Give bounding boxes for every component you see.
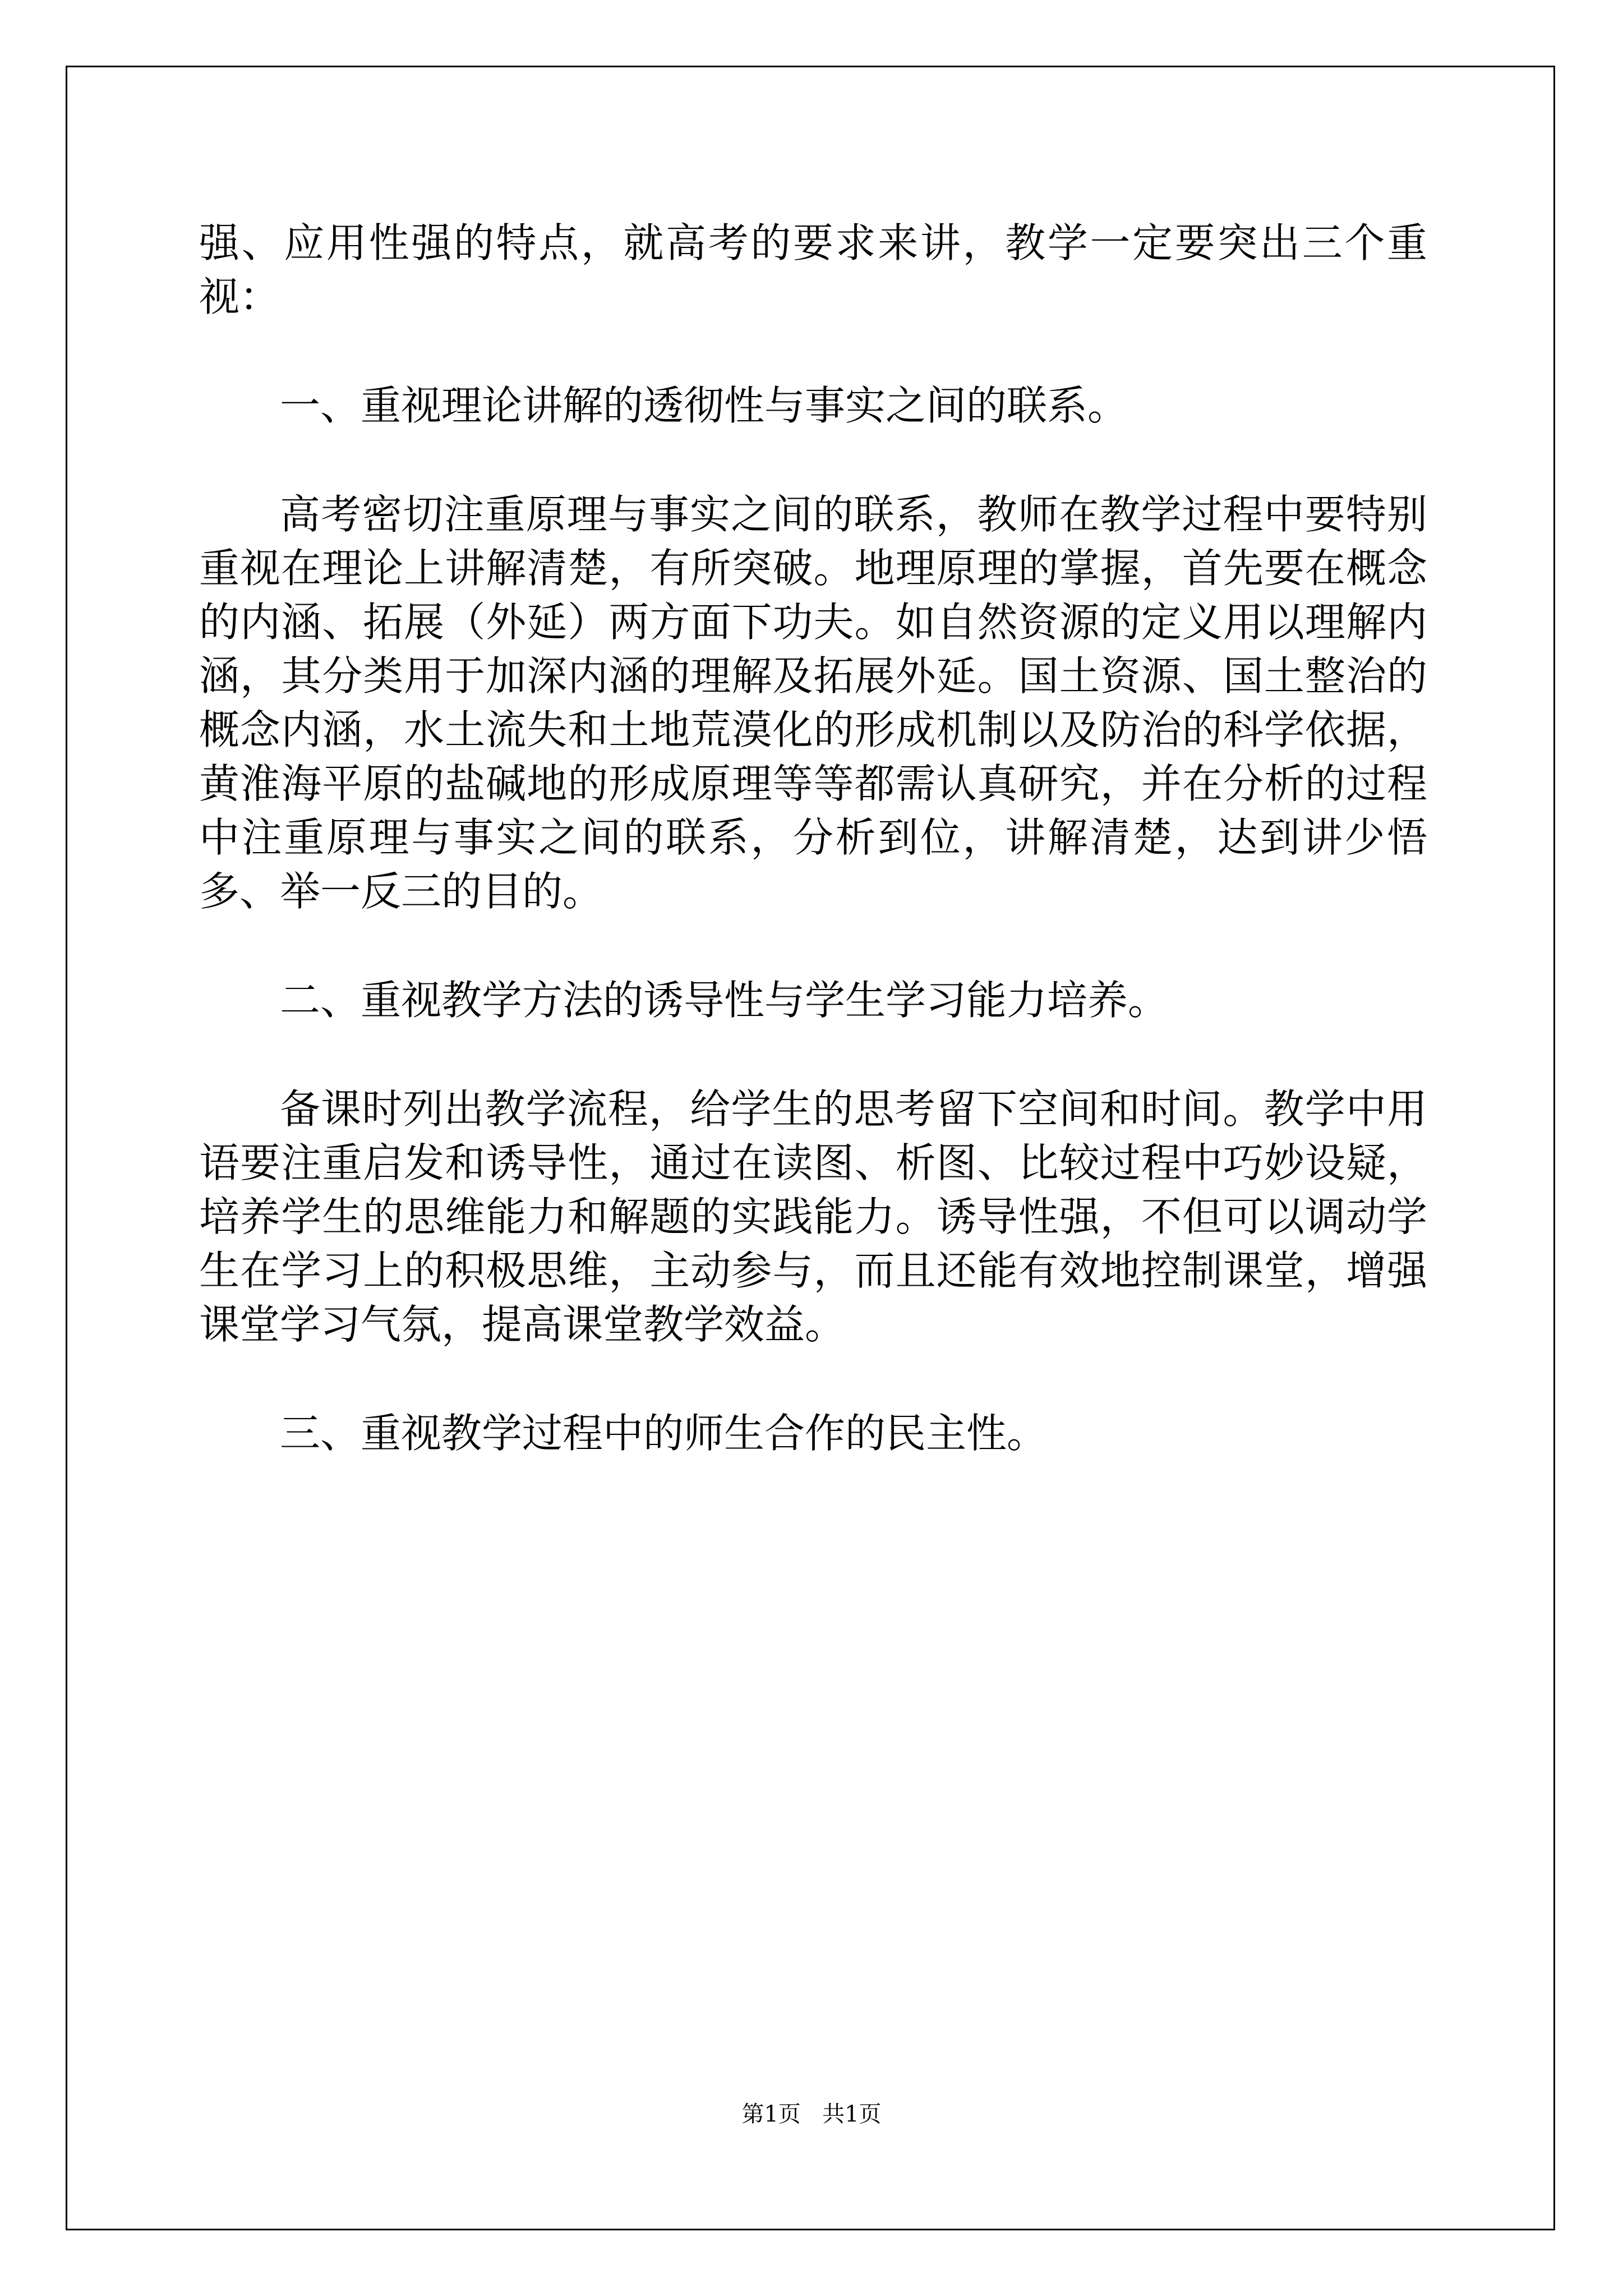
paragraph-point-two: 备课时列出教学流程，给学生的思考留下空间和时间。教学中用语要注重启发和诱导性，通过在读图、析图、比较过程中巧妙设疑，培养学生的思维能力和解题的实践能力。诱导性强，不但可以调动学生在学习上的积极思维，主动参与，而且还能有效地控制课堂，增强课堂学习气氛，提高课堂教学效益。 xyxy=(199,1085,1427,1348)
paragraph-point-one: 高考密切注重原理与事实之间的联系，教师在教学过程中要特别重视在理论上讲解清楚，有所突破。地理原理的掌握，首先要在概念的内涵、拓展（外延）两方面下功夫。如自然资源的定义用以理解内涵，其分类用于加深内涵的理解及拓展外延。国土资源、国土整治的概念内涵，水土流失和土地荒漠化的形成机制以及防治的科学依据，黄淮海平原的盐碱地的形成原理等等都需认真研究，并在分析的过程中注重原理与事实之间的联系，分析到位，讲解清楚，达到讲少悟多、举一反三的目的。 xyxy=(199,491,1427,915)
page-number: 第1页 xyxy=(741,2101,801,2127)
paragraph-intro: 强、应用性强的特点，就高考的要求来讲，教学一定要突出三个重视： xyxy=(199,219,1427,320)
heading-point-three: 三、重视教学过程中的师生合作的民主性。 xyxy=(280,1410,1048,1457)
page-total: 共1页 xyxy=(822,2101,882,2127)
heading-point-two: 二、重视教学方法的诱导性与学生学习能力培养。 xyxy=(280,977,1169,1024)
heading-point-one: 一、重视理论讲解的透彻性与事实之间的联系。 xyxy=(280,382,1128,429)
page-footer xyxy=(0,2100,1623,2128)
document-body xyxy=(199,216,1427,1515)
